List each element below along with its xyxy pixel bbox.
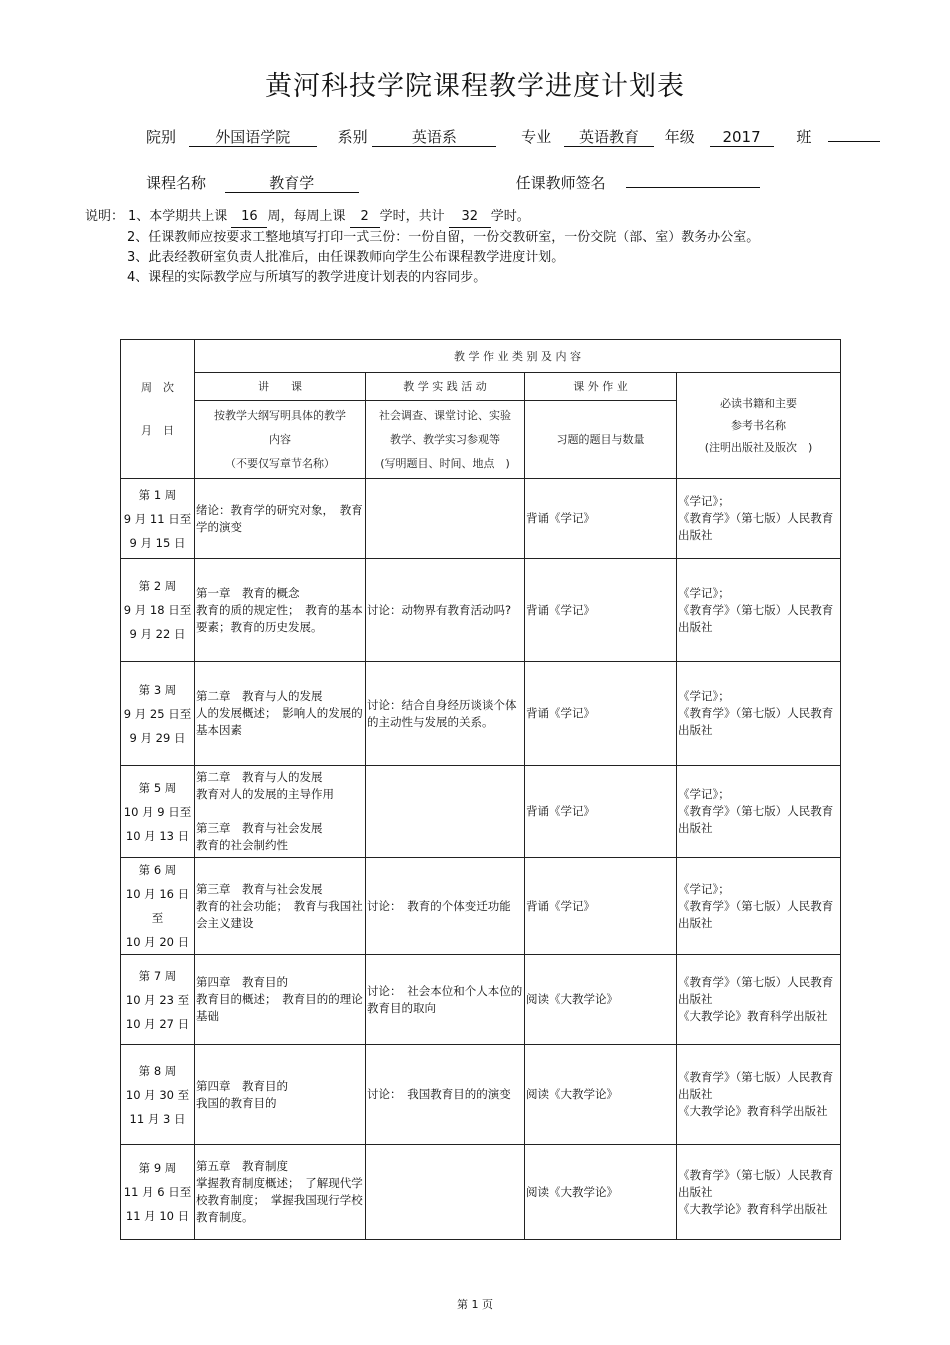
books-cell-line: 《教育学》（第七版）人民教育出版社 bbox=[678, 706, 834, 737]
homework-cell: 阅读《大教学论》 bbox=[525, 955, 677, 1045]
practice-cell bbox=[366, 559, 525, 662]
practice-cell bbox=[366, 858, 525, 955]
week-number: 第 9 周 bbox=[138, 1161, 177, 1175]
schedule-table bbox=[120, 339, 841, 1240]
table-row bbox=[121, 662, 841, 766]
lecture-cell bbox=[195, 1145, 366, 1240]
lecture-cell-line: 第四章 教育目的 bbox=[196, 975, 288, 989]
books-cell-line: 《学记》； bbox=[678, 494, 730, 508]
lecture-cell-line: 第三章 教育与社会发展 bbox=[196, 881, 323, 896]
lecture-cell-line: 教育的质的规定性； 教育的基本要素；教育的历史发展。 bbox=[196, 602, 363, 634]
homework-cell: 背诵《学记》 bbox=[525, 662, 677, 766]
practice-cell bbox=[366, 662, 525, 766]
lecture-cell-line: 第四章 教育目的 bbox=[196, 1078, 288, 1093]
books-cell-line: 《教育学》（第七版）人民教育出版社 bbox=[678, 1070, 834, 1101]
books-cell-line: 《学记》； bbox=[678, 689, 730, 703]
table-row bbox=[121, 955, 841, 1045]
lecture-cell bbox=[195, 559, 366, 662]
note-3: 3、此表经教研室负责人批准后，由任课教师向学生公布课程教学进度计划。 bbox=[127, 250, 565, 265]
week-number: 第 5 周 bbox=[138, 780, 177, 795]
books-cell-line: 《教育学》（第七版）人民教育出版社 bbox=[678, 898, 834, 930]
lecture-cell-line: 第一章 教育的概念 bbox=[196, 585, 300, 600]
week-number: 第 2 周 bbox=[138, 579, 177, 593]
homework-cell: 背诵《学记》 bbox=[525, 479, 677, 559]
week-cell bbox=[121, 766, 195, 858]
books-cell bbox=[677, 479, 841, 559]
homework-subheader: 习题的题目与数量 bbox=[525, 401, 677, 479]
table-row bbox=[121, 766, 841, 858]
practice-cell bbox=[366, 479, 525, 559]
page-number: 第 1 页 bbox=[457, 1298, 493, 1311]
books-cell-line: 《大教学论》教育科学出版社 bbox=[678, 1104, 828, 1118]
lecture-cell-line: 掌握教育制度概述； 了解现代学校教育制度； 掌握我国现行学校教育制度。 bbox=[196, 1176, 363, 1224]
course-field[interactable]: 教育学 bbox=[225, 174, 359, 193]
practice-cell bbox=[366, 1045, 525, 1145]
books-cell-line: 《学记》； bbox=[678, 787, 730, 801]
table-row bbox=[121, 479, 841, 559]
date-range: 9 月 18 日至 bbox=[123, 603, 192, 617]
hours-value: 2 bbox=[350, 207, 380, 228]
homework-header: 课 外 作 业 bbox=[525, 373, 677, 401]
lecture-cell bbox=[195, 766, 366, 858]
header-row-2 bbox=[146, 169, 760, 193]
lecture-cell-line bbox=[196, 803, 364, 820]
category-header: 教 学 作 业 类 别 及 内 容 bbox=[195, 340, 841, 373]
practice-cell-line: 讨论： 教育的个体变迁功能 bbox=[367, 898, 511, 913]
page-title: 黄河科技学院课程教学进度计划表 bbox=[265, 71, 685, 102]
date-range: 10 月 13 日 bbox=[125, 828, 190, 843]
date-range: 10 月 16 日至 bbox=[125, 887, 190, 925]
lecture-cell-line: 教育目的概述； 教育目的的理论基础 bbox=[196, 992, 363, 1023]
week-number: 第 6 周 bbox=[138, 863, 177, 877]
homework-cell: 背诵《学记》 bbox=[525, 559, 677, 662]
class-field[interactable] bbox=[828, 123, 880, 142]
practice-cell bbox=[366, 955, 525, 1045]
class-label: 班 bbox=[796, 128, 812, 146]
lecture-cell-line: 教育的社会制约性 bbox=[196, 838, 288, 852]
books-cell bbox=[677, 662, 841, 766]
date-range: 10 月 20 日 bbox=[125, 935, 190, 949]
lecture-cell bbox=[195, 662, 366, 766]
practice-cell-line: 讨论：结合自身经历谈谈个体的主动性与发展的关系。 bbox=[367, 697, 517, 729]
books-cell bbox=[677, 766, 841, 858]
lecture-cell bbox=[195, 858, 366, 955]
lecture-cell-line: 第二章 教育与人的发展 bbox=[196, 770, 323, 784]
lecture-cell bbox=[195, 479, 366, 559]
lecture-cell bbox=[195, 955, 366, 1045]
total-value: 32 bbox=[449, 207, 491, 228]
lecture-cell-line: 教育的社会功能； 教育与我国社会主义建设 bbox=[196, 898, 363, 930]
header-row-1 bbox=[146, 123, 880, 147]
books-cell-line: 《大教学论》教育科学出版社 bbox=[678, 1009, 828, 1023]
homework-cell: 阅读《大教学论》 bbox=[525, 1145, 677, 1240]
lecture-cell-line: 人的发展概述； 影响人的发展的基本因素 bbox=[196, 706, 363, 737]
week-cell bbox=[121, 858, 195, 955]
table-row bbox=[121, 1045, 841, 1145]
dept-label: 系别 bbox=[337, 128, 368, 146]
books-cell-line: 《教育学》（第七版）人民教育出版社 bbox=[678, 602, 834, 634]
week-number: 第 8 周 bbox=[138, 1063, 177, 1078]
books-cell-line: 《教育学》（第七版）人民教育出版社 bbox=[678, 975, 834, 1006]
note-1: 说明： 1、本学期共上课 16 周，每周上课 2 学时，共计 32 学时。 bbox=[85, 207, 759, 228]
date-range: 9 月 22 日 bbox=[129, 627, 186, 641]
week-number: 第 7 周 bbox=[138, 968, 177, 983]
books-cell bbox=[677, 1045, 841, 1145]
schedule-body bbox=[121, 479, 841, 1240]
week-cell bbox=[121, 662, 195, 766]
homework-cell: 背诵《学记》 bbox=[525, 858, 677, 955]
lecture-cell-line: 我国的教育目的 bbox=[196, 1095, 277, 1110]
college-field[interactable]: 外国语学院 bbox=[189, 128, 317, 147]
books-cell bbox=[677, 955, 841, 1045]
week-number: 第 1 周 bbox=[138, 487, 177, 502]
practice-header: 教 学 实 践 活 动 bbox=[366, 373, 525, 401]
lecture-cell-line: 第五章 教育制度 bbox=[196, 1159, 288, 1173]
practice-cell bbox=[366, 1145, 525, 1240]
week-cell bbox=[121, 1145, 195, 1240]
books-cell-line: 《教育学》（第七版）人民教育出版社 bbox=[678, 804, 834, 835]
week-cell bbox=[121, 479, 195, 559]
date-range: 11 月 10 日 bbox=[125, 1209, 190, 1223]
books-cell-line: 《教育学》（第七版）人民教育出版社 bbox=[678, 511, 834, 542]
date-range: 10 月 30 至 bbox=[125, 1087, 190, 1102]
notes bbox=[85, 207, 759, 288]
weeks-value: 16 bbox=[231, 207, 267, 228]
lecture-cell-line: 第三章 教育与社会发展 bbox=[196, 821, 323, 835]
table-row bbox=[121, 1145, 841, 1240]
date-range: 9 月 25 日至 bbox=[123, 706, 192, 721]
books-cell bbox=[677, 858, 841, 955]
books-cell bbox=[677, 1145, 841, 1240]
course-label: 课程名称 bbox=[146, 174, 207, 192]
table-row bbox=[121, 559, 841, 662]
lecture-header: 讲 课 bbox=[195, 373, 366, 401]
books-cell-line: 《学记》； bbox=[678, 881, 730, 896]
books-cell bbox=[677, 559, 841, 662]
date-range: 11 月 3 日 bbox=[129, 1111, 186, 1126]
week-date-header: 周 次 月 日 bbox=[121, 340, 195, 479]
practice-cell bbox=[366, 766, 525, 858]
practice-cell-line: 讨论： 我国教育目的的演变 bbox=[367, 1087, 511, 1101]
date-range: 9 月 15 日 bbox=[129, 535, 186, 550]
lecture-cell-line: 教育对人的发展的主导作用 bbox=[196, 787, 334, 801]
note-2: 2、任课教师应按要求工整地填写打印一式三份：一份自留，一份交教研室，一份交院（部、室）教务办公室。 bbox=[127, 230, 760, 245]
note-4: 4、课程的实际教学应与所填写的教学进度计划表的内容同步。 bbox=[127, 270, 487, 285]
lecture-cell bbox=[195, 1045, 366, 1145]
week-number: 第 3 周 bbox=[138, 682, 177, 697]
books-cell-line: 《教育学》（第七版）人民教育出版社 bbox=[678, 1167, 834, 1199]
lecture-cell-line: 第二章 教育与人的发展 bbox=[196, 689, 323, 703]
teacher-label: 任课教师签名 bbox=[515, 174, 606, 192]
practice-cell-line: 讨论：动物界有教育活动吗? bbox=[367, 602, 512, 617]
date-range: 9 月 29 日 bbox=[129, 730, 186, 745]
college-label: 院别 bbox=[146, 128, 177, 146]
major-label: 专业 bbox=[521, 128, 552, 146]
date-range: 9 月 11 日至 bbox=[123, 511, 192, 526]
grade-label: 年级 bbox=[664, 128, 695, 146]
week-cell bbox=[121, 955, 195, 1045]
lecture-subheader: 按教学大纲写明具体的教学 内容 （不要仅写章节名称） bbox=[195, 401, 366, 479]
week-cell bbox=[121, 559, 195, 662]
date-range: 10 月 27 日 bbox=[125, 1016, 190, 1031]
homework-cell: 背诵《学记》 bbox=[525, 766, 677, 858]
grade-field[interactable]: 2017 bbox=[710, 128, 774, 147]
practice-subheader: 社会调查、课堂讨论、实验 教学、教学实习参观等 (写明题目、时间、地点 ) bbox=[366, 401, 525, 479]
major-field[interactable]: 英语教育 bbox=[564, 128, 654, 147]
teacher-signature-field[interactable] bbox=[626, 169, 760, 188]
date-range: 10 月 9 日至 bbox=[123, 804, 192, 819]
lecture-cell-line: 绪论：教育学的研究对象， 教育学的演变 bbox=[196, 502, 363, 534]
books-cell-line: 《大教学论》教育科学出版社 bbox=[678, 1201, 828, 1216]
date-range: 11 月 6 日至 bbox=[123, 1185, 192, 1199]
practice-cell-line: 讨论： 社会本位和个人本位的教育目的取向 bbox=[367, 983, 523, 1015]
week-cell bbox=[121, 1045, 195, 1145]
date-range: 10 月 23 至 bbox=[125, 992, 190, 1007]
books-cell-line: 《学记》； bbox=[678, 585, 730, 600]
books-header: 必读书籍和主要 参考书名称 (注明出版社及版次 ) bbox=[677, 373, 841, 479]
dept-field[interactable]: 英语系 bbox=[372, 128, 496, 147]
table-row bbox=[121, 858, 841, 955]
homework-cell: 阅读《大教学论》 bbox=[525, 1045, 677, 1145]
